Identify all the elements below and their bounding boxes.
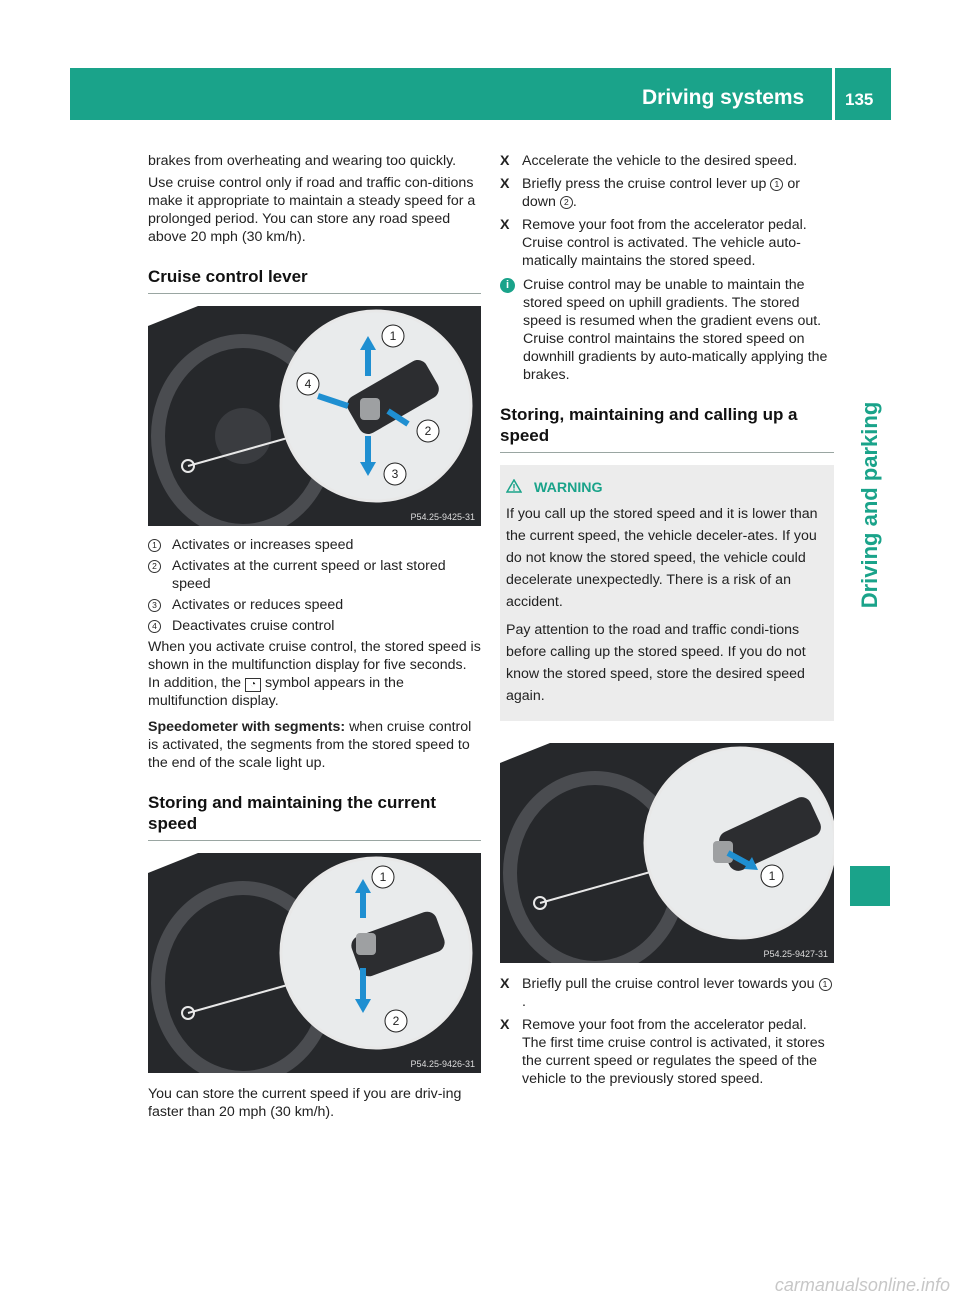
svg-text:1: 1 xyxy=(768,869,776,883)
svg-text:1: 1 xyxy=(379,870,387,884)
step-text: Briefly pull the cruise control lever towards you 1. xyxy=(522,975,834,1011)
activate-text-b: symbol appears in the multifunction display. xyxy=(148,675,404,709)
legend-item xyxy=(148,617,481,635)
legend-number: 2 xyxy=(148,560,161,573)
side-tab xyxy=(836,300,896,710)
warning-triangle-icon xyxy=(506,479,522,497)
section-title: Driving systems xyxy=(642,86,805,109)
step-arrow-icon: X xyxy=(500,176,510,192)
right-column xyxy=(500,152,834,1093)
legend-number: 1 xyxy=(148,539,161,552)
svg-text:2: 2 xyxy=(392,1014,400,1028)
legend-text: Activates at the current speed or last stored speed xyxy=(172,558,446,592)
legend-text: Deactivates cruise control xyxy=(172,618,335,634)
step-arrow-icon: X xyxy=(500,976,510,992)
step-item xyxy=(500,175,834,211)
side-block-marker xyxy=(850,866,890,906)
step-arrow-icon: X xyxy=(500,153,510,169)
header-divider xyxy=(832,68,835,120)
warning-paragraph-2: Pay attention to the road and traffic condi-tions before calling up the stored speed. If you do not know the stored speed, store the desired speed again. xyxy=(506,622,806,704)
callout-1: 1 xyxy=(819,978,832,991)
figure-calling-up xyxy=(500,743,834,963)
callout-2: 2 xyxy=(560,196,573,209)
watermark: carmanualsonline.info xyxy=(774,1275,950,1295)
step-item xyxy=(500,216,834,270)
cruise-control-icon: ◔ xyxy=(245,678,261,692)
speedometer-label: Speedometer with segments: xyxy=(148,719,346,735)
svg-text:3: 3 xyxy=(391,467,399,481)
step-arrow-icon: X xyxy=(500,1017,510,1033)
header-bar xyxy=(70,68,891,120)
step-text: Accelerate the vehicle to the desired speed. xyxy=(522,153,798,169)
step-text-a: Briefly press the cruise control lever up xyxy=(522,176,767,192)
step-text: Remove your foot from the accelerator pedal. The first time cruise control is activated, it stores the current speed or regulates the speed of the vehicle to the previously stored speed. xyxy=(522,1017,825,1087)
step-item xyxy=(500,975,834,1011)
figure-storing-maintaining xyxy=(148,853,481,1073)
figure-code: P54.25-9426-31 xyxy=(410,1059,475,1069)
activate-text-a: When you activate cruise control, the stored speed is shown in the multifunction display for five seconds. In addition, the xyxy=(148,639,481,691)
warning-paragraph-1: If you call up the stored speed and it is lower than the current speed, the vehicle deceler-ates. If you do not know the stored speed, the vehicle could decelerate unexpectedly. There is a risk of an accident. xyxy=(506,506,818,610)
legend-text: Activates or reduces speed xyxy=(172,597,344,613)
info-text: Cruise control may be unable to maintain the stored speed on uphill gradients. The stored speed is resumed when the gradient evens out. Cruise control maintains the stored speed on downhill gradients by auto-matically applying the brakes. xyxy=(523,277,828,383)
figure-cruise-control-lever xyxy=(148,306,481,526)
warning-label: WARNING xyxy=(534,480,603,496)
step-arrow-icon: X xyxy=(500,217,510,233)
legend-item xyxy=(148,536,481,554)
step-text: Remove your foot from the accelerator pedal. Cruise control is activated. The vehicle auto-matically maintains the stored speed. xyxy=(522,217,807,269)
page-number: 135 xyxy=(845,90,874,109)
step-text-a: Briefly pull the cruise control lever towards you xyxy=(522,976,815,992)
left-column xyxy=(148,152,481,1121)
heading-cruise-control-lever: Cruise control lever xyxy=(148,266,481,294)
intro-paragraph-1: brakes from overheating and wearing too quickly. xyxy=(148,153,457,169)
warning-title xyxy=(506,479,828,497)
info-note xyxy=(500,276,834,384)
step-item xyxy=(500,152,834,170)
legend-item xyxy=(148,557,481,593)
svg-text:4: 4 xyxy=(304,377,312,391)
figure-code: P54.25-9425-31 xyxy=(410,512,475,522)
legend-number: 4 xyxy=(148,620,161,633)
step-text: Briefly press the cruise control lever up 1 or down 2 . xyxy=(522,176,800,210)
legend-text: Activates or increases speed xyxy=(172,537,354,553)
heading-storing-maintaining: Storing and maintaining the current speed xyxy=(148,792,481,841)
side-tab-label: Driving and parking xyxy=(857,401,882,609)
svg-text:2: 2 xyxy=(424,424,432,438)
intro-paragraph-2: Use cruise control only if road and traffic con-ditions make it appropriate to maintain a steady speed for a prolonged period. You can store any road speed above 20 mph (30 km/h). xyxy=(148,175,476,245)
step-item xyxy=(500,1016,834,1088)
legend-list xyxy=(148,536,481,635)
speedometer-text: when cruise control is activated, the segments from the stored speed to the end of the scale light up. xyxy=(148,719,472,771)
svg-text:1: 1 xyxy=(389,329,397,343)
warning-box xyxy=(500,465,834,721)
heading-calling-up: Storing, maintaining and calling up a speed xyxy=(500,404,834,453)
activate-paragraph xyxy=(148,638,481,710)
info-icon: i xyxy=(500,278,515,293)
legend-item xyxy=(148,596,481,614)
figure-code: P54.25-9427-31 xyxy=(763,949,828,959)
step-text-b: or down xyxy=(522,176,800,210)
store-paragraph: You can store the current speed if you are driv-ing faster than 20 mph (30 km/h). xyxy=(148,1086,462,1120)
legend-number: 3 xyxy=(148,599,161,612)
steps-list-2 xyxy=(500,975,834,1088)
callout-1: 1 xyxy=(770,178,783,191)
speedometer-paragraph xyxy=(148,718,481,772)
